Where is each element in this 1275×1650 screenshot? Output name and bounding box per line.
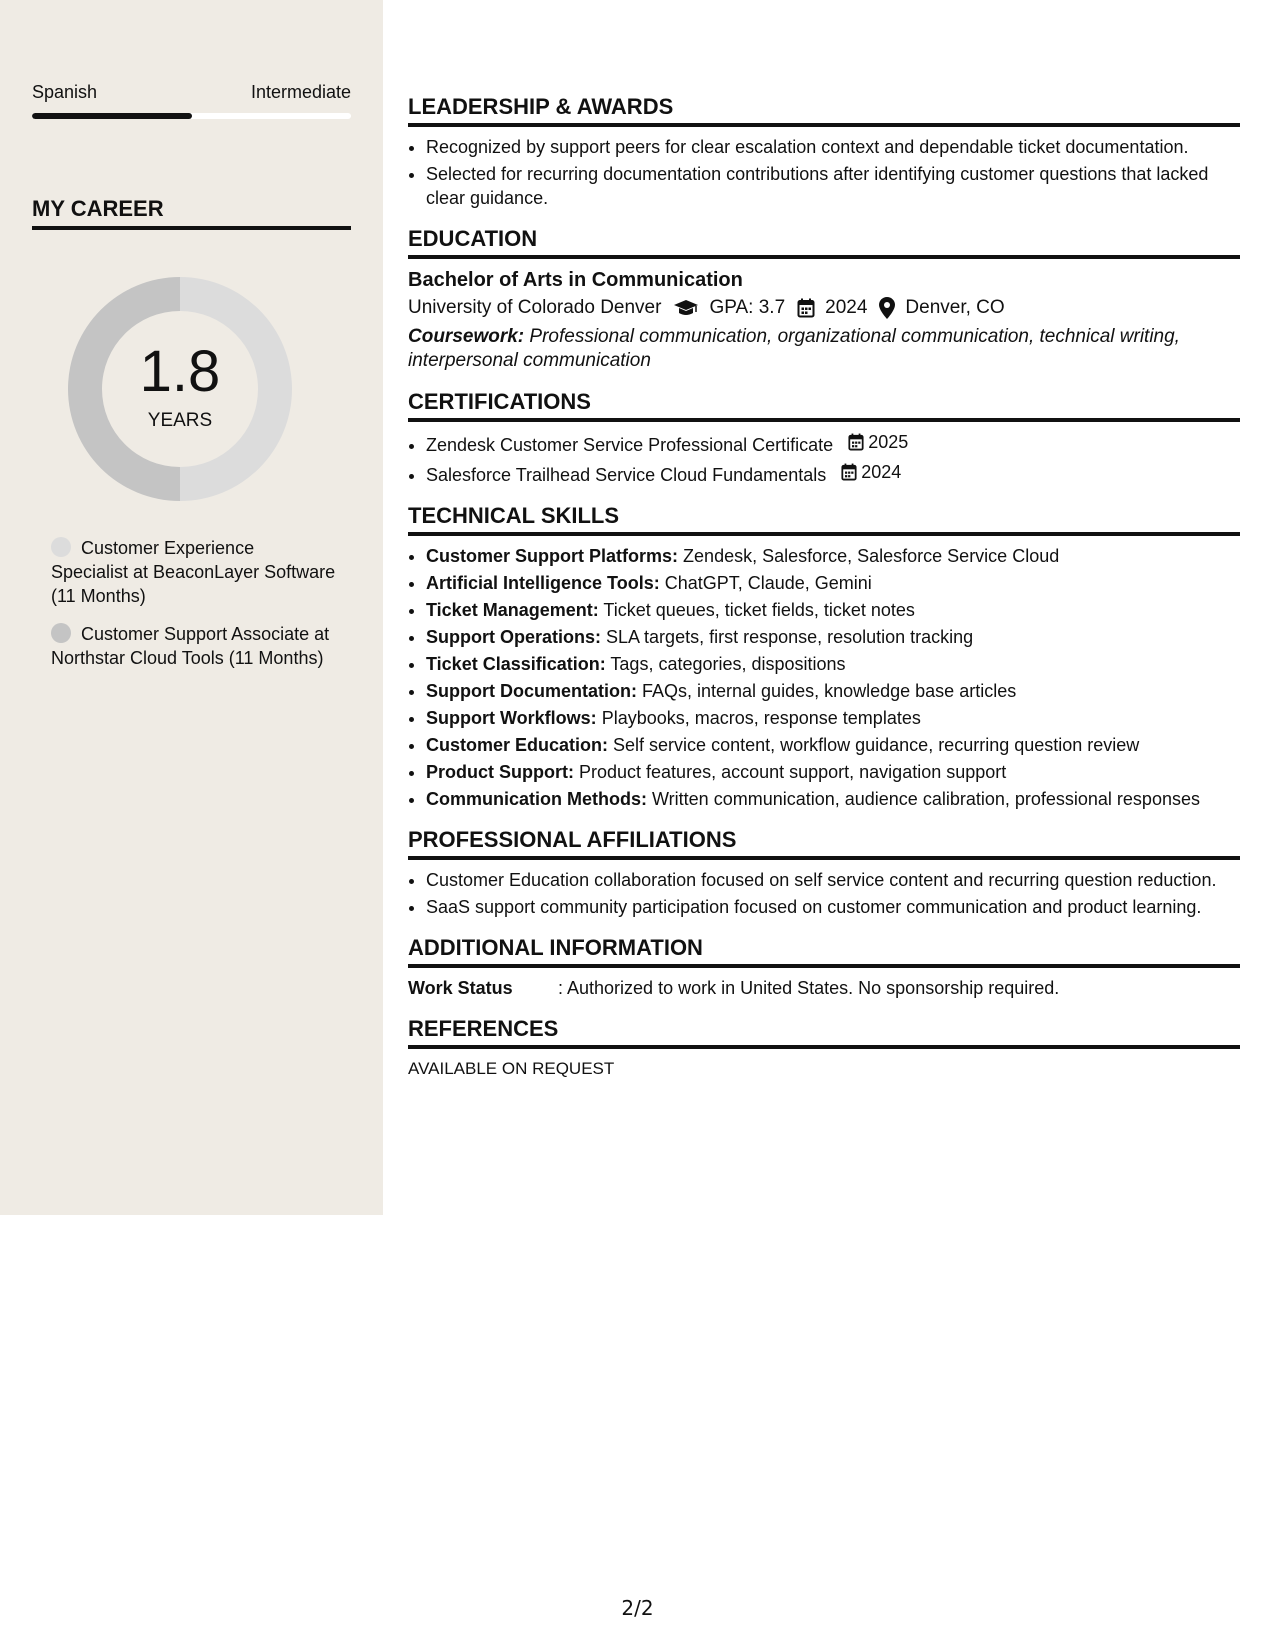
skill-item: [426, 787, 1240, 811]
skill-value: Written communication, audience calibration, professional responses: [652, 789, 1200, 809]
certification-name: Zendesk Customer Service Professional Certificate: [426, 435, 834, 455]
calendar-icon: [848, 433, 864, 451]
skill-value: SLA targets, first response, resolution tracking: [606, 627, 974, 647]
section-title: CERTIFICATIONS: [408, 389, 1240, 422]
section-title: PROFESSIONAL AFFILIATIONS: [408, 827, 1240, 860]
skill-item: [426, 652, 1240, 676]
section-title: ADDITIONAL INFORMATION: [408, 935, 1240, 968]
list-item: • Customer Education collaboration focused on self service content and recurring question reduction.: [426, 868, 1240, 892]
list-item: [426, 460, 1240, 487]
language-row: [32, 82, 351, 103]
career-years-unit: YEARS: [147, 410, 213, 431]
list-item: • Selected for recurring documentation contributions after identifying customer questions that lacked clear guidance.: [426, 162, 1240, 210]
skill-item: [426, 679, 1240, 703]
work-status-label: Work Status: [408, 978, 513, 998]
skills-section: [408, 503, 1240, 811]
list-item: • Recognized by support peers for clear escalation context and dependable ticket documentation.: [426, 135, 1240, 159]
skill-label: Ticket Classification:: [426, 654, 606, 674]
education-coursework: [408, 325, 1240, 373]
certification-date: [841, 460, 901, 484]
coursework-label: Coursework:: [408, 326, 525, 347]
education-school: University of Colorado Denver: [408, 297, 662, 318]
references-text: AVAILABLE ON REQUEST: [408, 1059, 615, 1078]
skill-item: [426, 625, 1240, 649]
education-section: [408, 226, 1240, 373]
skill-value: Zendesk, Salesforce, Salesforce Service Cloud: [683, 546, 1060, 566]
skill-value: Ticket queues, ticket fields, ticket notes: [603, 600, 915, 620]
skill-value: FAQs, internal guides, knowledge base articles: [642, 681, 1017, 701]
leadership-list: [408, 135, 1240, 210]
certification-year: 2024: [861, 462, 902, 482]
work-status-row: [408, 976, 1240, 1000]
section-title: REFERENCES: [408, 1016, 1240, 1049]
list-item: [426, 430, 1240, 457]
skill-item: [426, 544, 1240, 568]
education-details: [408, 293, 1240, 323]
skill-value: ChatGPT, Claude, Gemini: [664, 573, 872, 593]
certification-date: [848, 430, 908, 454]
skill-item: [426, 760, 1240, 784]
skill-label: Support Operations:: [426, 627, 601, 647]
skills-list: [408, 544, 1240, 811]
skill-value: Self service content, workflow guidance, recurring question review: [613, 735, 1140, 755]
skill-label: Customer Education:: [426, 735, 609, 755]
section-title: LEADERSHIP & AWARDS: [408, 94, 1240, 127]
skill-value: Playbooks, macros, response templates: [601, 708, 921, 728]
map-pin-icon: [879, 297, 895, 319]
certification-year: 2025: [868, 432, 909, 452]
calendar-icon: [841, 463, 857, 481]
education-location: Denver, CO: [905, 297, 1005, 318]
work-status-value: : Authorized to work in United States. No sponsorship required.: [558, 978, 1060, 998]
career-role-text: Customer Experience Specialist at BeaconLayer Software (11 Months): [51, 538, 336, 606]
language-proficiency-fill: [32, 113, 192, 119]
graduation-cap-icon: [673, 299, 699, 317]
education-year: 2024: [825, 297, 868, 318]
skill-label: Support Documentation:: [426, 681, 637, 701]
career-item: [51, 622, 336, 670]
language-name: Spanish: [32, 82, 98, 102]
certifications-section: [408, 389, 1240, 487]
skill-label: Customer Support Platforms:: [426, 546, 679, 566]
skill-item: [426, 571, 1240, 595]
career-heading: MY CAREER: [32, 196, 351, 230]
section-title: TECHNICAL SKILLS: [408, 503, 1240, 536]
affiliations-list: [408, 868, 1240, 919]
language-proficiency-bar: [32, 113, 351, 119]
certifications-list: [408, 430, 1240, 487]
skill-label: Communication Methods:: [426, 789, 647, 809]
certification-name: Salesforce Trailhead Service Cloud Fundamentals: [426, 465, 827, 485]
skill-label: Product Support:: [426, 762, 574, 782]
skill-label: Support Workflows:: [426, 708, 597, 728]
career-list: [51, 536, 336, 684]
section-title: EDUCATION: [408, 226, 1240, 259]
career-total-years: 1.8: [139, 339, 221, 404]
references-section: [408, 1016, 1240, 1081]
calendar-icon: [797, 298, 815, 318]
skill-value: Product features, account support, navigation support: [579, 762, 1007, 782]
page-number: 2/2: [621, 1596, 654, 1620]
main-content: [408, 94, 1240, 1097]
sidebar: [0, 0, 383, 1215]
skill-value: Tags, categories, dispositions: [610, 654, 846, 674]
language-level: Intermediate: [250, 82, 351, 102]
career-legend-dot: [51, 537, 71, 557]
skill-item: [426, 733, 1240, 757]
coursework-text: Professional communication, organizational communication, technical writing, interpersonal communication: [408, 326, 1180, 371]
education-gpa: GPA: 3.7: [709, 297, 786, 318]
skill-label: Ticket Management:: [426, 600, 599, 620]
additional-info-section: [408, 935, 1240, 1000]
list-item: • SaaS support community participation focused on customer communication and product learning.: [426, 895, 1240, 919]
skill-label: Artificial Intelligence Tools:: [426, 573, 660, 593]
skill-item: [426, 598, 1240, 622]
career-item: [51, 536, 336, 608]
leadership-section: [408, 94, 1240, 210]
skill-item: [426, 706, 1240, 730]
career-legend-dot: [51, 623, 71, 643]
education-degree: Bachelor of Arts in Communication: [408, 269, 743, 291]
career-role-text: Customer Support Associate at Northstar Cloud Tools (11 Months): [51, 624, 330, 668]
affiliations-section: [408, 827, 1240, 919]
